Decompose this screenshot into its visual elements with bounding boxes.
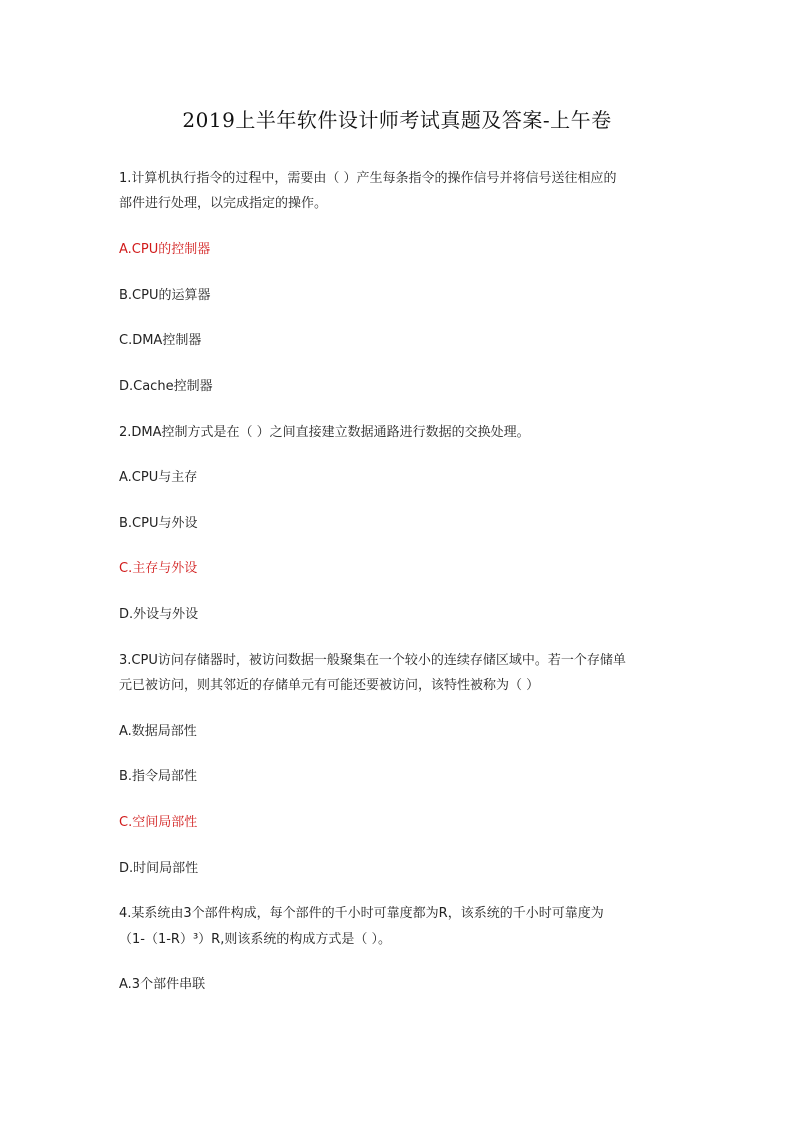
q1-option-b: B.CPU的运算器: [119, 288, 211, 303]
q1-stem-line2: 部件进行处理，以完成指定的操作。: [119, 196, 328, 211]
q4-stem-line2: （1-（1-R）³）R,则该系统的构成方式是（ ）。: [119, 932, 391, 947]
q3-stem-line1: 3.CPU访问存储器时，被访问数据一般聚集在一个较小的连续存储区域中。若一个存储单: [119, 653, 626, 668]
q3-option-b: B.指令局部性: [119, 769, 198, 784]
q2-stem: 2.DMA控制方式是在（ ）之间直接建立数据通路进行数据的交换处理。: [119, 425, 530, 440]
q1-option-c: C.DMA控制器: [119, 333, 202, 348]
q2-option-c: C.主存与外设: [119, 561, 198, 576]
q3-option-a: A.数据局部性: [119, 724, 197, 739]
q2-option-a: A.CPU与主存: [119, 470, 198, 485]
q1-option-a: A.CPU的控制器: [119, 242, 211, 257]
q2-option-b: B.CPU与外设: [119, 516, 198, 531]
q1-option-d: D.Cache控制器: [119, 379, 213, 394]
q3-stem-line2: 元已被访问，则其邻近的存储单元有可能还要被访问，该特性被称为（ ）: [119, 678, 540, 693]
q3-option-d: D.时间局部性: [119, 861, 199, 876]
q4-stem-line1: 4.某系统由3个部件构成，每个部件的千小时可靠度都为R，该系统的千小时可靠度为: [119, 906, 604, 921]
page-title: 2019上半年软件设计师考试真题及答案-上午卷: [182, 108, 612, 132]
q4-option-a: A.3个部件串联: [119, 977, 206, 992]
q3-option-c: C.空间局部性: [119, 815, 198, 830]
q1-stem-line1: 1.计算机执行指令的过程中，需要由（ ）产生每条指令的操作信号并将信号送往相应的: [119, 171, 617, 186]
q2-option-d: D.外设与外设: [119, 607, 199, 622]
